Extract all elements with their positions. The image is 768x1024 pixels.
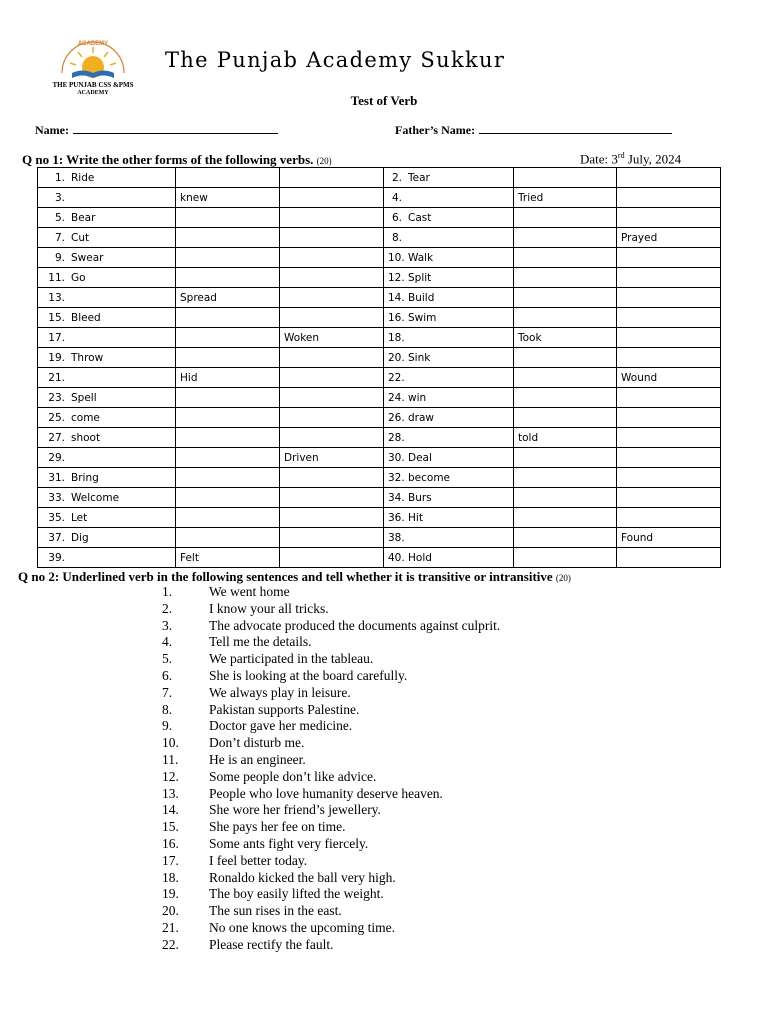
verb-base-cell[interactable] bbox=[38, 508, 176, 528]
verb-base-cell[interactable] bbox=[38, 528, 176, 548]
verb-form-cell[interactable]: Woken bbox=[280, 328, 384, 348]
sentence-number: 18. bbox=[162, 869, 179, 885]
verb-form-cell[interactable] bbox=[617, 448, 721, 468]
verb-base-cell[interactable] bbox=[38, 348, 176, 368]
verb-form-cell[interactable]: Wound bbox=[617, 368, 721, 388]
verb-form-cell[interactable] bbox=[514, 288, 617, 308]
verb-form-cell[interactable] bbox=[280, 208, 384, 228]
verb-forms-table bbox=[37, 167, 721, 568]
verb-form-cell[interactable] bbox=[280, 248, 384, 268]
table-row bbox=[38, 528, 721, 548]
sentence-number: 7. bbox=[162, 684, 173, 700]
verb-base-cell[interactable] bbox=[384, 368, 514, 388]
verb-form-cell[interactable] bbox=[514, 368, 617, 388]
verb-number: 10. bbox=[388, 251, 405, 264]
verb-word: Cut bbox=[71, 231, 90, 244]
verb-base-cell[interactable] bbox=[384, 208, 514, 228]
verb-number: 19. bbox=[48, 351, 65, 364]
verb-word: shoot bbox=[71, 431, 101, 444]
verb-word: Bring bbox=[71, 471, 99, 484]
verb-form-cell[interactable] bbox=[280, 468, 384, 488]
verb-form-cell[interactable] bbox=[176, 208, 280, 228]
verb-form-cell[interactable] bbox=[514, 268, 617, 288]
verb-form-cell[interactable] bbox=[617, 488, 721, 508]
sentence-text: She pays her fee on time. bbox=[209, 819, 346, 835]
verb-form-cell[interactable] bbox=[617, 408, 721, 428]
verb-form-cell[interactable]: Prayed bbox=[617, 228, 721, 248]
verb-base-cell[interactable] bbox=[384, 468, 514, 488]
verb-word: Burs bbox=[408, 491, 432, 504]
table-row bbox=[38, 408, 721, 428]
sentence-number: 5. bbox=[162, 651, 173, 667]
verb-form-cell[interactable] bbox=[280, 388, 384, 408]
verb-form-cell[interactable] bbox=[617, 208, 721, 228]
verb-form-cell[interactable]: Spread bbox=[176, 288, 280, 308]
verb-number: 3. bbox=[54, 191, 65, 204]
page-title: The Punjab Academy Sukkur bbox=[165, 48, 506, 72]
question-2-heading bbox=[18, 569, 571, 585]
verb-base-cell[interactable] bbox=[38, 548, 176, 568]
verb-form-cell[interactable]: Found bbox=[617, 528, 721, 548]
sentence-text: Don’t disturb me. bbox=[209, 735, 305, 751]
verb-word: Hold bbox=[408, 551, 432, 564]
name-field[interactable] bbox=[35, 122, 278, 138]
verb-base-cell[interactable] bbox=[384, 348, 514, 368]
test-subtitle: Test of Verb bbox=[350, 93, 418, 108]
verb-form-cell[interactable] bbox=[617, 328, 721, 348]
verb-base-cell[interactable] bbox=[384, 328, 514, 348]
sentence-number: 22. bbox=[162, 936, 179, 952]
verb-form-cell[interactable] bbox=[176, 348, 280, 368]
table-row bbox=[38, 268, 721, 288]
verb-number: 39. bbox=[48, 551, 65, 564]
verb-number: 14. bbox=[388, 291, 405, 304]
verb-form-cell[interactable] bbox=[514, 488, 617, 508]
verb-form-cell[interactable] bbox=[617, 248, 721, 268]
verb-base-cell[interactable] bbox=[384, 308, 514, 328]
verb-form-cell[interactable]: Took bbox=[514, 328, 617, 348]
verb-form-cell[interactable] bbox=[280, 528, 384, 548]
sentence-text: The boy easily lifted the weight. bbox=[209, 886, 384, 902]
verb-form-cell[interactable] bbox=[514, 528, 617, 548]
verb-base-cell[interactable] bbox=[38, 448, 176, 468]
verb-base-cell[interactable] bbox=[38, 328, 176, 348]
question-1-label: Q no 1: Write the other forms of the following verbs. bbox=[22, 152, 314, 167]
sentence-number: 11. bbox=[162, 751, 179, 767]
verb-word: Split bbox=[408, 271, 432, 284]
verb-form-cell[interactable] bbox=[514, 468, 617, 488]
verb-form-cell[interactable] bbox=[280, 188, 384, 208]
verb-number: 23. bbox=[48, 391, 65, 404]
verb-base-cell[interactable] bbox=[38, 248, 176, 268]
verb-number: 20. bbox=[388, 351, 405, 364]
question-1-heading bbox=[22, 152, 332, 168]
sentence-number: 14. bbox=[162, 802, 179, 818]
sentence-text: Pakistan supports Palestine. bbox=[209, 701, 360, 717]
table-row bbox=[38, 188, 721, 208]
verb-form-cell[interactable] bbox=[617, 548, 721, 568]
verb-number: 13. bbox=[48, 291, 65, 304]
verb-form-cell[interactable] bbox=[280, 288, 384, 308]
verb-base-cell[interactable] bbox=[384, 488, 514, 508]
verb-word: become bbox=[408, 471, 451, 484]
verb-form-cell[interactable] bbox=[617, 468, 721, 488]
verb-word: Go bbox=[71, 271, 86, 284]
verb-base-cell[interactable] bbox=[38, 188, 176, 208]
verb-number: 9. bbox=[54, 251, 65, 264]
verb-form-cell[interactable] bbox=[514, 208, 617, 228]
verb-form-cell[interactable] bbox=[514, 548, 617, 568]
verb-form-cell[interactable] bbox=[176, 228, 280, 248]
verb-number: 11. bbox=[48, 271, 65, 284]
verb-form-cell[interactable] bbox=[617, 168, 721, 188]
verb-base-cell[interactable] bbox=[384, 548, 514, 568]
table-row bbox=[38, 228, 721, 248]
sentence-number: 10. bbox=[162, 735, 179, 751]
verb-number: 34. bbox=[388, 491, 405, 504]
verb-word: Tear bbox=[408, 171, 430, 184]
table-row bbox=[38, 308, 721, 328]
verb-base-cell[interactable] bbox=[384, 528, 514, 548]
question-2-label: Q no 2: Underlined verb in the following sentences and tell whether it is transitive or intransitive bbox=[18, 569, 553, 584]
sentence-text: I know your all tricks. bbox=[209, 600, 329, 616]
verb-word: Sink bbox=[408, 351, 431, 364]
table-row bbox=[38, 328, 721, 348]
verb-base-cell[interactable] bbox=[384, 248, 514, 268]
sentence-number: 6. bbox=[162, 667, 173, 683]
sentence-number: 1. bbox=[162, 584, 173, 599]
verb-number: 15. bbox=[48, 311, 65, 324]
table-row bbox=[38, 208, 721, 228]
verb-base-cell[interactable] bbox=[38, 428, 176, 448]
verb-base-cell[interactable] bbox=[384, 408, 514, 428]
father-name-label: Father’s Name: bbox=[395, 123, 476, 137]
verb-form-cell[interactable] bbox=[514, 308, 617, 328]
verb-number: 33. bbox=[48, 491, 65, 504]
verb-base-cell[interactable] bbox=[384, 268, 514, 288]
verb-number: 18. bbox=[388, 331, 405, 344]
verb-word: draw bbox=[408, 411, 435, 424]
verb-base-cell[interactable] bbox=[38, 208, 176, 228]
verb-form-cell[interactable] bbox=[617, 268, 721, 288]
sentence-text: The sun rises in the east. bbox=[209, 903, 342, 919]
verb-word: Spell bbox=[71, 391, 97, 404]
verb-number: 32. bbox=[388, 471, 405, 484]
verb-form-cell[interactable] bbox=[280, 268, 384, 288]
verb-form-cell[interactable] bbox=[176, 468, 280, 488]
verb-form-cell[interactable] bbox=[617, 388, 721, 408]
verb-base-cell[interactable] bbox=[384, 428, 514, 448]
table-row bbox=[38, 508, 721, 528]
verb-number: 35. bbox=[48, 511, 65, 524]
verb-form-cell[interactable] bbox=[176, 168, 280, 188]
sentence-text: Please rectify the fault. bbox=[209, 936, 334, 952]
table-row bbox=[38, 428, 721, 448]
sentence-number: 17. bbox=[162, 852, 179, 868]
verb-number: 5. bbox=[54, 211, 65, 224]
verb-number: 6. bbox=[391, 211, 402, 224]
verb-form-cell[interactable] bbox=[176, 388, 280, 408]
verb-number: 17. bbox=[48, 331, 65, 344]
verb-form-cell[interactable] bbox=[176, 328, 280, 348]
verb-word: Bleed bbox=[71, 311, 101, 324]
verb-word: Let bbox=[71, 511, 88, 524]
sentence-number: 21. bbox=[162, 919, 179, 935]
verb-form-cell[interactable] bbox=[280, 488, 384, 508]
verb-base-cell[interactable] bbox=[384, 188, 514, 208]
sentence-number: 4. bbox=[162, 634, 173, 650]
verb-form-cell[interactable]: Driven bbox=[280, 448, 384, 468]
question-1-marks: (20) bbox=[316, 156, 332, 166]
sentence-text: He is an engineer. bbox=[209, 751, 306, 767]
verb-number: 2. bbox=[391, 171, 402, 184]
sentence-text: I feel better today. bbox=[209, 852, 308, 868]
verb-number: 36. bbox=[388, 511, 405, 524]
verb-base-cell[interactable] bbox=[384, 288, 514, 308]
verb-base-cell[interactable] bbox=[38, 268, 176, 288]
sentence-number: 16. bbox=[162, 835, 179, 851]
verb-base-cell[interactable] bbox=[384, 508, 514, 528]
verb-form-cell[interactable]: Tried bbox=[514, 188, 617, 208]
verb-form-cell[interactable] bbox=[280, 228, 384, 248]
verb-form-cell[interactable] bbox=[617, 508, 721, 528]
table-row bbox=[38, 348, 721, 368]
sentence-number: 15. bbox=[162, 819, 179, 835]
verb-form-cell[interactable] bbox=[176, 508, 280, 528]
question-2-marks: (20) bbox=[555, 573, 571, 583]
sentence-number: 20. bbox=[162, 903, 179, 919]
verb-form-cell[interactable] bbox=[176, 528, 280, 548]
verb-word: Ride bbox=[71, 171, 95, 184]
verb-base-cell[interactable] bbox=[38, 488, 176, 508]
verb-number: 4. bbox=[391, 191, 402, 204]
verb-form-cell[interactable] bbox=[514, 388, 617, 408]
verb-form-cell[interactable] bbox=[176, 308, 280, 328]
sentence-number: 8. bbox=[162, 701, 173, 717]
sentence-text: Tell me the details. bbox=[209, 634, 312, 650]
verb-number: 38. bbox=[388, 531, 405, 544]
verb-form-cell[interactable]: Felt bbox=[176, 548, 280, 568]
verb-base-cell[interactable] bbox=[38, 468, 176, 488]
sentence-text: The advocate produced the documents against culprit. bbox=[209, 617, 501, 633]
verb-number: 30. bbox=[388, 451, 405, 464]
verb-form-cell[interactable] bbox=[280, 508, 384, 528]
verb-word: Throw bbox=[71, 351, 104, 364]
sentence-text: Ronaldo kicked the ball very high. bbox=[209, 869, 396, 885]
verb-form-cell[interactable] bbox=[280, 308, 384, 328]
verb-word: Swear bbox=[71, 251, 104, 264]
verb-base-cell[interactable] bbox=[384, 448, 514, 468]
verb-number: 24. bbox=[388, 391, 405, 404]
verb-number: 29. bbox=[48, 451, 65, 464]
table-row bbox=[38, 388, 721, 408]
verb-form-cell[interactable] bbox=[514, 348, 617, 368]
name-label: Name: bbox=[35, 123, 69, 137]
verb-number: 7. bbox=[54, 231, 65, 244]
sentence-number: 19. bbox=[162, 886, 179, 902]
verb-word: Welcome bbox=[71, 491, 120, 504]
verb-form-cell[interactable]: told bbox=[514, 428, 617, 448]
verb-number: 16. bbox=[388, 311, 405, 324]
sentence-text: Some ants fight very fiercely. bbox=[209, 835, 369, 851]
verb-word: Dig bbox=[71, 531, 89, 544]
verb-word: Deal bbox=[408, 451, 432, 464]
verb-number: 27. bbox=[48, 431, 65, 444]
name-blank[interactable] bbox=[73, 122, 278, 134]
table-row bbox=[38, 548, 721, 568]
logo-subtext: ACADEMY bbox=[77, 90, 109, 96]
verb-number: 21. bbox=[48, 371, 65, 384]
sentence-number: 13. bbox=[162, 785, 179, 801]
sentence-text: She wore her friend’s jewellery. bbox=[209, 802, 381, 818]
verb-base-cell[interactable] bbox=[38, 308, 176, 328]
table-row bbox=[38, 248, 721, 268]
verb-form-cell[interactable] bbox=[617, 348, 721, 368]
sentence-text: She is looking at the board carefully. bbox=[209, 667, 408, 683]
sentence-text: We went home bbox=[209, 584, 290, 599]
verb-number: 12. bbox=[388, 271, 405, 284]
verb-base-cell[interactable] bbox=[38, 368, 176, 388]
sentence-number: 12. bbox=[162, 768, 179, 784]
date-prefix: Date: 3 bbox=[580, 151, 618, 167]
sentence-text: Some people don’t like advice. bbox=[209, 768, 377, 784]
verb-number: 40. bbox=[388, 551, 405, 564]
verb-number: 22. bbox=[388, 371, 405, 384]
date-superscript: rd bbox=[617, 151, 625, 160]
verb-form-cell[interactable] bbox=[617, 308, 721, 328]
verb-form-cell[interactable] bbox=[176, 268, 280, 288]
date-suffix: July, 2024 bbox=[624, 151, 682, 167]
verb-form-cell[interactable] bbox=[176, 428, 280, 448]
father-name-field[interactable] bbox=[395, 122, 672, 138]
verb-form-cell[interactable] bbox=[176, 448, 280, 468]
verb-word: Bear bbox=[71, 211, 96, 224]
verb-number: 1. bbox=[54, 171, 65, 184]
verb-form-cell[interactable] bbox=[514, 508, 617, 528]
verb-word: Cast bbox=[408, 211, 432, 224]
father-name-blank[interactable] bbox=[479, 122, 672, 134]
verb-form-cell[interactable] bbox=[617, 428, 721, 448]
verb-word: come bbox=[71, 411, 100, 424]
verb-form-cell[interactable] bbox=[280, 408, 384, 428]
verb-number: 25. bbox=[48, 411, 65, 424]
verb-form-cell[interactable] bbox=[514, 168, 617, 188]
verb-form-cell[interactable] bbox=[617, 188, 721, 208]
table-row bbox=[38, 168, 721, 188]
verb-word: Walk bbox=[408, 251, 434, 264]
sentence-number: 3. bbox=[162, 617, 173, 633]
verb-form-cell[interactable] bbox=[176, 408, 280, 428]
verb-form-cell[interactable] bbox=[617, 288, 721, 308]
verb-base-cell[interactable] bbox=[38, 388, 176, 408]
table-row bbox=[38, 368, 721, 388]
verb-number: 31. bbox=[48, 471, 65, 484]
sentence-text: People who love humanity deserve heaven. bbox=[209, 785, 443, 801]
table-row bbox=[38, 488, 721, 508]
verb-base-cell[interactable] bbox=[38, 408, 176, 428]
verb-form-cell[interactable] bbox=[280, 548, 384, 568]
verb-base-cell[interactable] bbox=[384, 228, 514, 248]
verb-base-cell[interactable] bbox=[38, 228, 176, 248]
logo-arc-text: ACADEMY bbox=[77, 41, 109, 47]
sentence-number: 2. bbox=[162, 600, 173, 616]
verb-form-cell[interactable] bbox=[280, 368, 384, 388]
verb-form-cell[interactable]: Hid bbox=[176, 368, 280, 388]
verb-word: Swim bbox=[408, 311, 437, 324]
table-row bbox=[38, 288, 721, 308]
verb-form-cell[interactable] bbox=[514, 248, 617, 268]
verb-base-cell[interactable] bbox=[384, 388, 514, 408]
verb-base-cell[interactable] bbox=[38, 168, 176, 188]
verb-word: Build bbox=[408, 291, 435, 304]
test-date bbox=[580, 151, 681, 167]
verb-form-cell[interactable] bbox=[176, 488, 280, 508]
verb-word: win bbox=[408, 391, 427, 404]
sentence-number: 9. bbox=[162, 718, 173, 734]
sun-book-icon bbox=[38, 33, 148, 83]
verb-form-cell[interactable]: knew bbox=[176, 188, 280, 208]
verb-form-cell[interactable] bbox=[514, 408, 617, 428]
verb-form-cell[interactable] bbox=[280, 168, 384, 188]
verb-number: 26. bbox=[388, 411, 405, 424]
verb-number: 37. bbox=[48, 531, 65, 544]
verb-form-cell[interactable] bbox=[280, 428, 384, 448]
logo-text: THE PUNJAB CSS &PMS bbox=[52, 81, 134, 89]
sentence-text: No one knows the upcoming time. bbox=[209, 919, 395, 935]
verb-word: Hit bbox=[408, 511, 423, 524]
table-row bbox=[38, 448, 721, 468]
table-row bbox=[38, 468, 721, 488]
verb-form-cell[interactable] bbox=[514, 228, 617, 248]
verb-form-cell[interactable] bbox=[176, 248, 280, 268]
sentence-text: We always play in leisure. bbox=[209, 684, 351, 700]
verb-base-cell[interactable] bbox=[38, 288, 176, 308]
verb-number: 28. bbox=[388, 431, 405, 444]
verb-form-cell[interactable] bbox=[280, 348, 384, 368]
verb-number: 8. bbox=[391, 231, 402, 244]
sentence-text: Doctor gave her medicine. bbox=[209, 718, 353, 734]
sentence-text: We participated in the tableau. bbox=[209, 651, 374, 667]
verb-base-cell[interactable] bbox=[384, 168, 514, 188]
verb-form-cell[interactable] bbox=[514, 448, 617, 468]
